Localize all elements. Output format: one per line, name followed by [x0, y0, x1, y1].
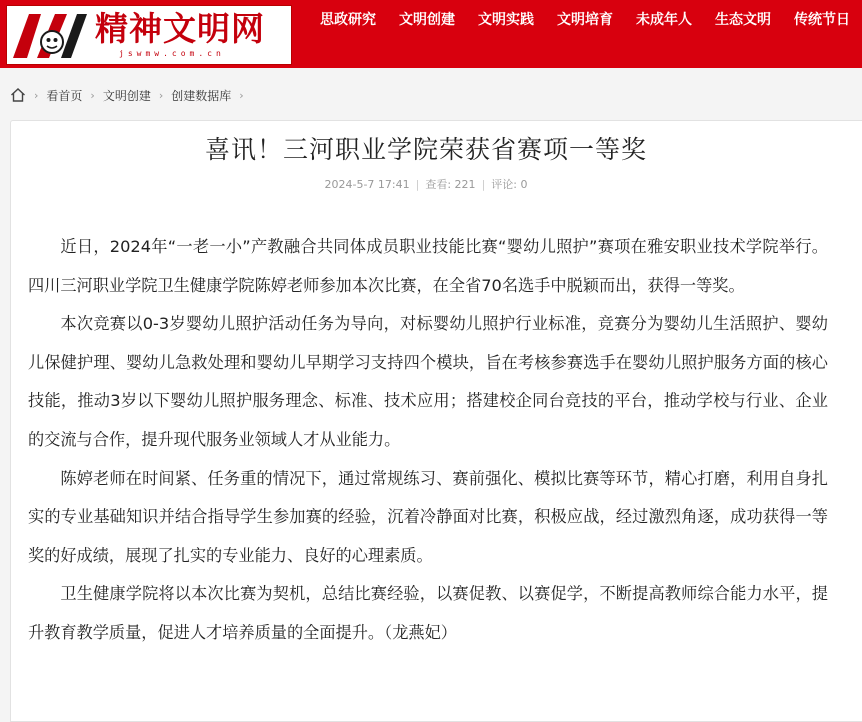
chevron-right-icon: ›: [90, 88, 95, 102]
breadcrumb-wenming-chuangjian[interactable]: 文明创建: [102, 88, 151, 103]
site-logo[interactable]: [6, 5, 292, 65]
meta-divider: |: [415, 178, 420, 191]
nav-item-shengtai-wenming[interactable]: 生态文明: [715, 12, 771, 28]
nav-item-wenming-peiyu[interactable]: 文明培育: [557, 12, 613, 28]
breadcrumb-home[interactable]: 看首页: [46, 88, 83, 103]
chevron-right-icon: ›: [158, 88, 164, 102]
nav-item-chuantong-jieri[interactable]: 传统节日: [794, 12, 850, 28]
main-nav: [320, 0, 862, 40]
meta-divider: |: [481, 178, 486, 191]
site-header: [0, 0, 862, 68]
article-paragraph: 近日，2024年“一老一小”产教融合共同体成员职业技能比赛“婴幼儿照护”赛项在雅安职业技术学院举行。四川三河职业学院卫生健康学院陈婷老师参加本次比赛，在全省70名选手中脱颖而出，获得一等奖。: [28, 237, 828, 295]
article-date: 2024-5-7 17:41: [324, 178, 410, 191]
article-comments[interactable]: 评论: 0: [491, 178, 528, 191]
breadcrumb: [10, 85, 252, 105]
logo-emblem: [11, 10, 89, 60]
article-paragraph: 卫生健康学院将以本次比赛为契机，总结比赛经验，以赛促教、以赛促学，不断提高教师综合能力水平，提升教育教学质量，促进人才培养质量的全面提升。（龙燕妃）: [28, 584, 828, 642]
article-paragraph: 陈婷老师在时间紧、任务重的情况下，通过常规练习、赛前强化、模拟比赛等环节，精心打磨，利用自身扎实的专业基础知识并结合指导学生参加赛的经验，沉着冷静面对比赛，积极应战，经过激烈角逐，成功获得一等奖的好成绩，展现了扎实的专业能力、良好的心理素质。: [28, 468, 828, 565]
nav-item-weichengnianren[interactable]: 未成年人: [636, 12, 692, 28]
article-views: 查看: 221: [425, 178, 476, 191]
chevron-right-icon: ›: [34, 88, 39, 102]
home-icon[interactable]: [10, 87, 26, 103]
article-paragraph: 本次竞赛以0-3岁婴幼儿照护活动任务为导向，对标婴幼儿照护行业标准，竞赛分为婴幼儿生活照护、婴幼儿保健护理、婴幼儿急救处理和婴幼儿早期学习支持四个模块，旨在考核参赛选手在婴幼儿照护服务方面的核心技能，推动3岁以下婴幼儿照护服务理念、标准、技术应用；搭建校企同台竞技的平台，推动学校与行业、企业的交流与合作，提升现代服务业领域人才从业能力。: [28, 314, 828, 449]
chevron-right-icon: ›: [239, 88, 244, 102]
article-meta: [0, 177, 852, 193]
nav-item-wenming-shijian[interactable]: 文明实践: [478, 12, 534, 28]
breadcrumb-chuangjian-shujuku[interactable]: 创建数据库: [171, 88, 232, 103]
article-title: 喜讯！三河职业学院荣获省赛项一等奖: [204, 135, 647, 164]
nav-item-wenming-chuangjian[interactable]: 文明创建: [399, 12, 455, 28]
nav-item-sizheng[interactable]: 思政研究: [320, 12, 376, 28]
logo-text: 精神文明网: [95, 9, 265, 48]
logo-subtext: jswmw.com.cn: [119, 49, 225, 58]
article-body: [28, 228, 828, 653]
